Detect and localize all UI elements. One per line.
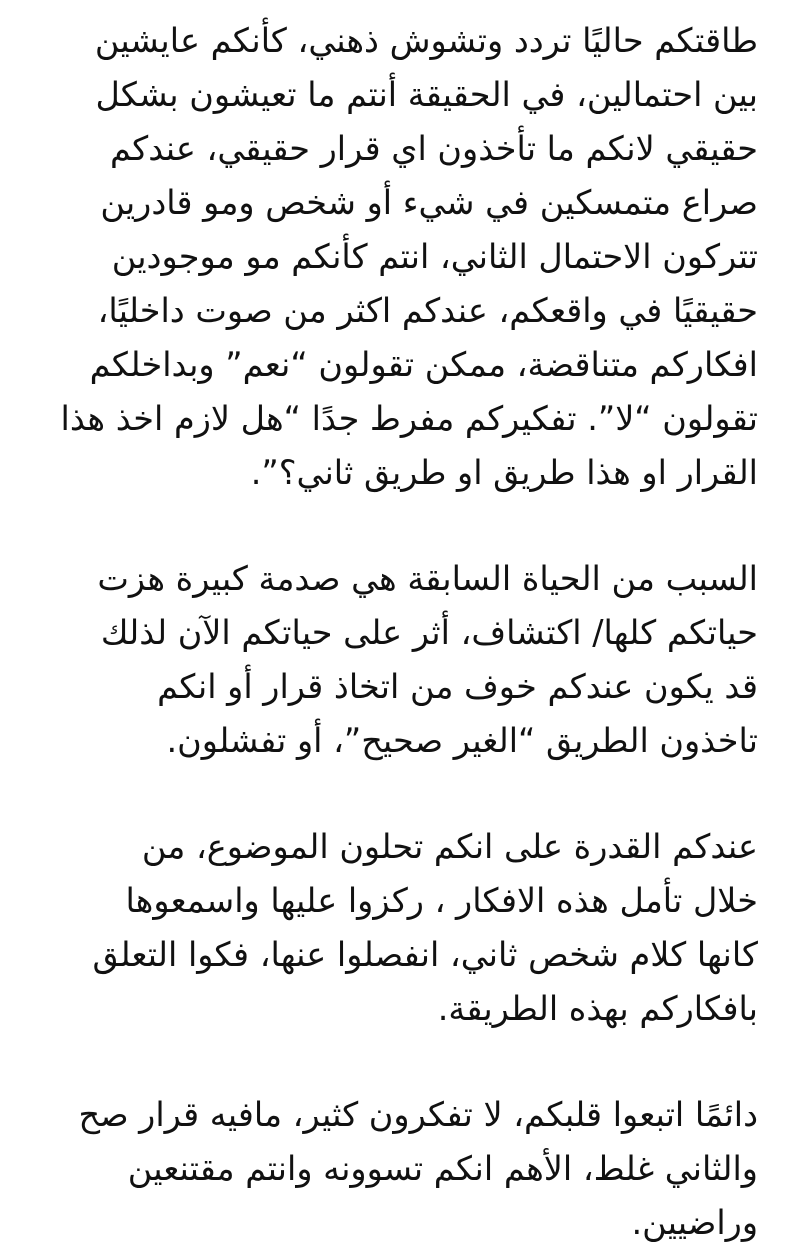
paragraph-1 bbox=[28, 14, 758, 500]
paragraph-4 bbox=[28, 1088, 758, 1250]
text-line: حقيقي لانكم ما تأخذون اي قرار حقيقي، عندكم bbox=[109, 129, 758, 168]
text-line: طاقتكم حاليًا تردد وتشوش ذهني، كأنكم عايشين bbox=[94, 21, 758, 60]
text-line: تاخذون الطريق “الغير صحيح”، أو تفشلون. bbox=[166, 721, 758, 760]
text-line: افكاركم متناقضة، ممكن تقولون “نعم” وبداخلكم bbox=[89, 345, 758, 384]
text-line: حقيقيًا في واقعكم، عندكم اكثر من صوت داخليًا، bbox=[97, 291, 758, 330]
text-line: والثاني غلط، الأهم انكم تسوونه وانتم مقتنعين bbox=[127, 1149, 758, 1188]
text-line: دائمًا اتبعوا قلبكم، لا تفكرون كثير، مافيه قرار صح bbox=[78, 1095, 758, 1134]
text-line: بافكاركم بهذه الطريقة. bbox=[437, 989, 758, 1028]
text-line: السبب من الحياة السابقة هي صدمة كبيرة هزت bbox=[97, 559, 758, 598]
text-line: حياتكم كلها/ اكتشاف، أثر على حياتكم الآن لذلك bbox=[100, 613, 758, 652]
text-line: قد يكون عندكم خوف من اتخاذ قرار أو انكم bbox=[157, 667, 758, 706]
text-line: عندكم القدرة على انكم تحلون الموضوع، من bbox=[141, 827, 758, 866]
paragraph-2 bbox=[28, 552, 758, 768]
text-line: تتركون الاحتمال الثاني، انتم كأنكم مو موجودين bbox=[111, 237, 758, 276]
text-line: القرار او هذا طريق او طريق ثاني؟”. bbox=[250, 453, 758, 492]
text-line: تقولون “لا”. تفكيركم مفرط جدًا “هل لازم اخذ هذا bbox=[60, 399, 758, 438]
paragraph-3 bbox=[28, 820, 758, 1036]
text-line: بين احتمالين، في الحقيقة أنتم ما تعيشون بشكل bbox=[95, 75, 758, 114]
text-line: كانها كلام شخص ثاني، انفصلوا عنها، فكوا التعلق bbox=[92, 935, 758, 974]
text-line: صراع متمسكين في شيء أو شخص ومو قادرين bbox=[100, 183, 758, 222]
text-line: خلال تأمل هذه الافكار ، ركزوا عليها واسمعوها bbox=[125, 881, 758, 920]
text-line: وراضيين. bbox=[631, 1203, 758, 1242]
